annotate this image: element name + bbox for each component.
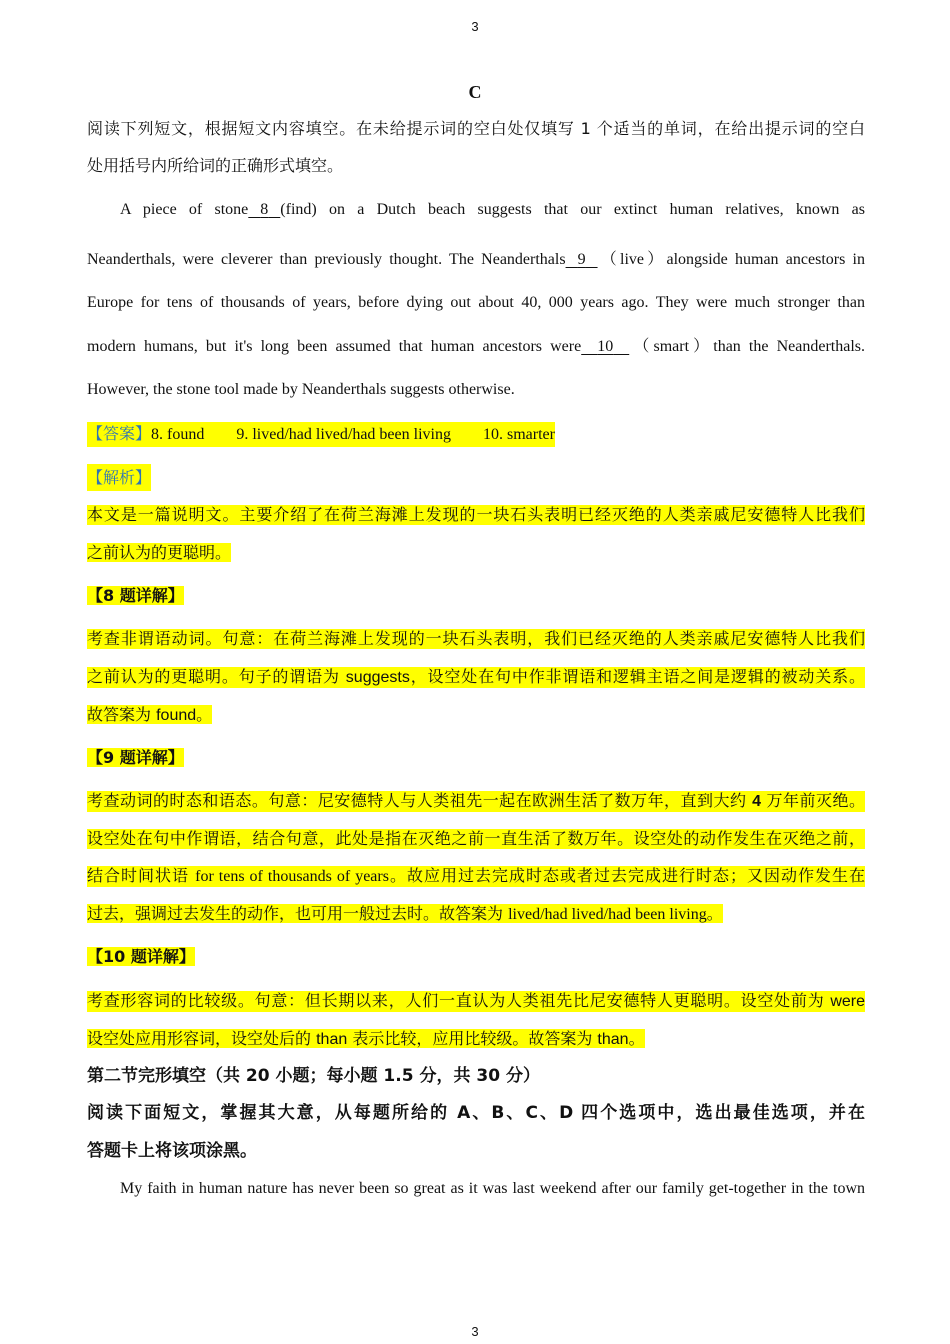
q8-heading-line <box>87 586 865 606</box>
analysis-line-2: 之前认为的更聪明。 <box>87 543 232 562</box>
instructions-line-1: 阅读下列短文，根据短文内容填空。在未给提示词的空白处仅填写 1 个适当的单词，在给出提示词的空白 <box>87 119 865 138</box>
q9-heading: 【9 题详解】 <box>87 748 184 767</box>
passage-line-3: Europe for tens of thousands of years, before dying out about 40, 000 years ago. They were much stronger than <box>87 294 865 311</box>
blank-8: 8 <box>260 201 269 218</box>
analysis-tag-line <box>87 468 865 488</box>
passage-text: （smart）than the Neanderthals. <box>629 338 865 355</box>
section2-instructions-1: 阅读下面短文，掌握其大意，从每题所给的 A、B、C、D 四个选项中，选出最佳选项，并在 <box>87 1103 865 1123</box>
passage-text: Neanderthals, were cleverer than previously thought. The Neanderthals <box>87 251 566 268</box>
answer-9: 9. lived/had lived/had been living <box>236 426 451 443</box>
passage-line-2 <box>87 250 865 270</box>
passage-line-5: However, the stone tool made by Neanderthals suggests otherwise. <box>87 381 515 398</box>
q9-heading-line <box>87 748 865 768</box>
passage-text: （live）alongside human ancestors in <box>597 251 865 268</box>
page-number-bottom: 3 <box>471 1324 479 1339</box>
q10-heading-line <box>87 947 865 967</box>
answer-10: 10. smarter <box>482 426 555 443</box>
q10-line-1: 考查形容词的比较级。句意：但长期以来，人们一直认为人类祖先比尼安德特人更聪明。设空处前为 were <box>87 991 865 1010</box>
q10-line-2: 设空处应用形容词，设空处后的 than 表示比较，应用比较级。故答案为 than。 <box>87 1029 645 1048</box>
instructions-line-2: 处用括号内所给词的正确形式填空。 <box>87 156 344 175</box>
section2-title: 第二节完形填空（共 20 小题；每小题 1.5 分，共 30 分） <box>87 1066 540 1086</box>
q9-line-3: 结合时间状语 for tens of thousands of years。故应用过去完成时态或者过去完成进行时态；又因动作发生在 <box>87 866 866 885</box>
answer-line <box>87 424 865 445</box>
page-number-top: 3 <box>471 19 479 34</box>
passage-text: A piece of stone <box>120 201 249 218</box>
answer-8: 8. found <box>151 426 205 443</box>
q8-line-3: 故答案为 found。 <box>87 705 213 724</box>
analysis-tag: 【解析】 <box>87 464 151 491</box>
q9-line-2: 设空处在句中作谓语，结合句意，此处是指在灭绝之前一直生活了数万年。设空处的动作发生在灭绝之前， <box>87 829 865 848</box>
passage-line-1 <box>120 200 865 220</box>
q8-line-2: 之前认为的更聪明。句子的谓语为 suggests，设空处在句中作非谓语和逻辑主语之间是逻辑的被动关系。 <box>87 667 865 686</box>
q9-line-4: 过去，强调过去发生的动作，也可用一般过去时。故答案为 lived/had lived/had been living。 <box>87 904 723 923</box>
passage-text: (find) on a Dutch beach suggests that our extinct human relatives, known as <box>280 201 865 218</box>
q9-line-1: 考查动词的时态和语态。句意：尼安德特人与人类祖先一起在欧洲生活了数万年，直到大约 4 万年前灭绝。 <box>87 791 865 810</box>
blank-9: 9 <box>577 251 586 268</box>
section-letter: C <box>468 82 482 102</box>
analysis-line-1: 本文是一篇说明文。主要介绍了在荷兰海滩上发现的一块石头表明已经灭绝的人类亲戚尼安德特人比我们 <box>87 505 865 524</box>
answer-tag: 【答案】 <box>87 424 152 443</box>
q8-heading: 【8 题详解】 <box>87 586 184 605</box>
q8-line-1: 考查非谓语动词。句意：在荷兰海滩上发现的一块石头表明，我们已经灭绝的人类亲戚尼安德特人比我们 <box>87 629 865 648</box>
section2-first-line: My faith in human nature has never been so great as it was last weekend after our family get-together in the town <box>120 1180 865 1197</box>
blank-10: 10 <box>597 338 614 355</box>
section2-instructions-2: 答题卡上将该项涂黑。 <box>87 1141 257 1161</box>
passage-line-4 <box>87 337 865 357</box>
q10-heading: 【10 题详解】 <box>87 947 195 966</box>
passage-text: modern humans, but it's long been assumed that human ancestors were <box>87 338 582 355</box>
